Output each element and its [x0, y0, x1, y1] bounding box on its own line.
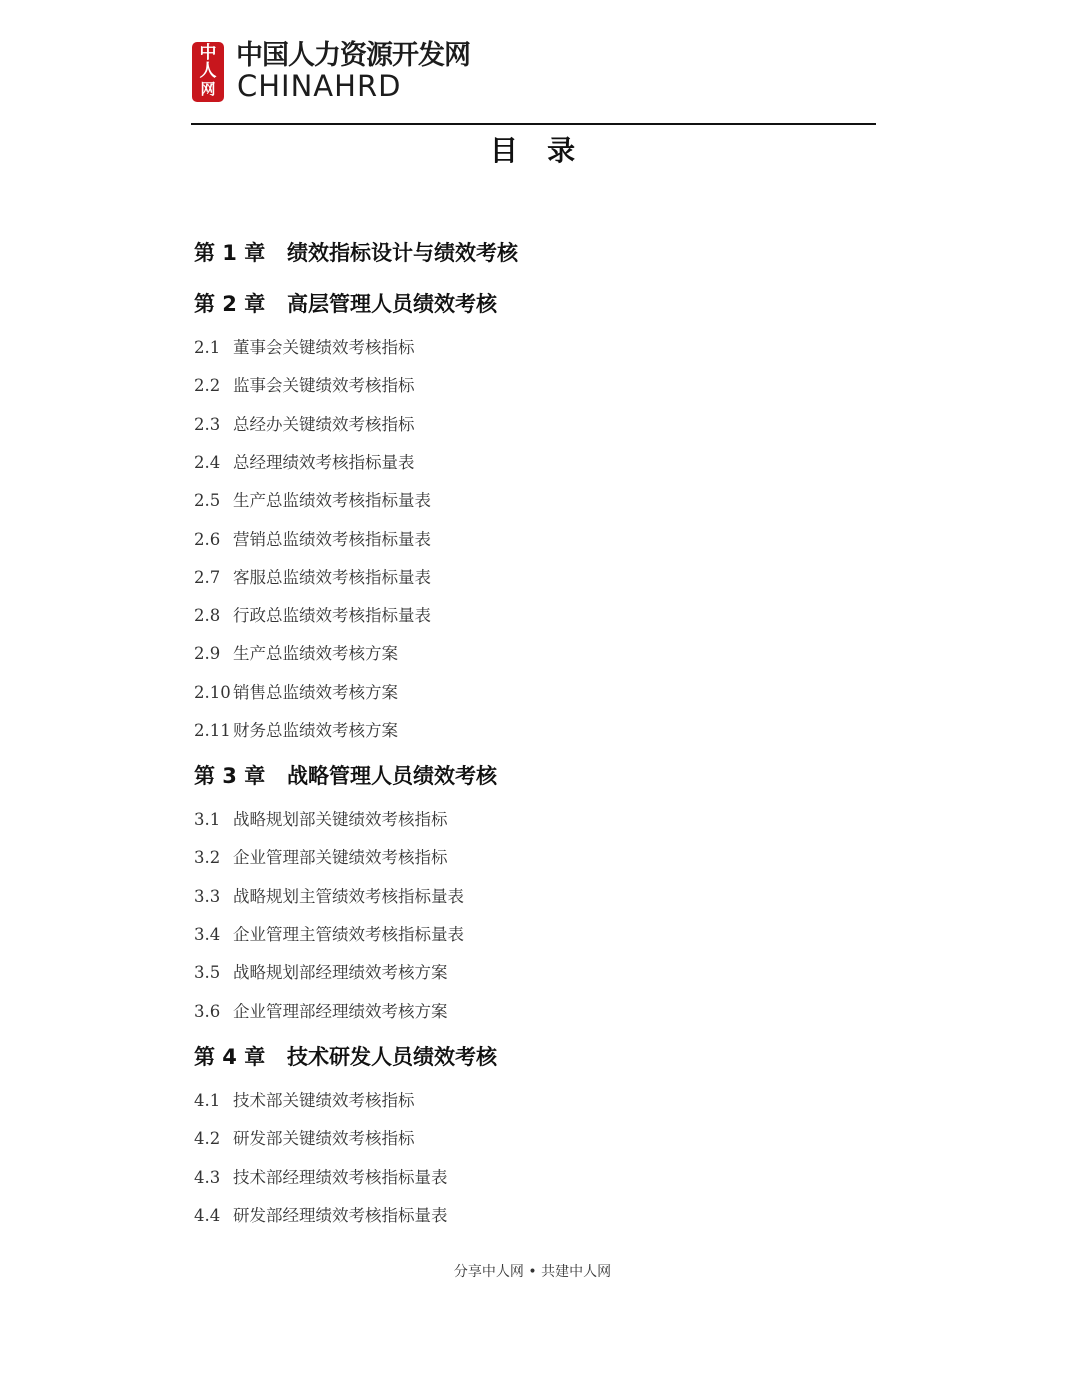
toc-section-title: 战略规划部关键绩效考核指标 — [233, 810, 448, 829]
toc-section[interactable] — [194, 490, 431, 512]
toc-chapter[interactable] — [194, 1043, 497, 1071]
toc-section-number: 2.8 — [194, 606, 221, 625]
toc-section-number: 3.4 — [194, 925, 221, 944]
toc-section-title: 技术部关键绩效考核指标 — [233, 1091, 415, 1110]
toc-chapter-title: 绩效指标设计与绩效考核 — [287, 241, 518, 265]
toc-section[interactable] — [194, 809, 448, 831]
toc-section[interactable] — [194, 1167, 448, 1189]
logo-english-name: CHINAHRD — [237, 69, 402, 103]
toc-section-number: 4.3 — [194, 1168, 221, 1187]
seal-char: 网 — [200, 80, 216, 98]
toc-chapter-number: 第 2 章 — [194, 292, 266, 316]
toc-chapter[interactable] — [194, 290, 497, 318]
page-title: 目 录 — [489, 134, 576, 167]
toc-section-number: 3.5 — [194, 963, 221, 982]
toc-chapter-number: 第 3 章 — [194, 764, 266, 788]
toc-chapter-number: 第 1 章 — [194, 241, 266, 265]
toc-section-title: 战略规划主管绩效考核指标量表 — [233, 887, 464, 906]
toc-section[interactable] — [194, 682, 398, 704]
toc-section-number: 4.4 — [194, 1206, 221, 1225]
toc-section-title: 技术部经理绩效考核指标量表 — [233, 1168, 448, 1187]
toc-section-number: 3.3 — [194, 887, 221, 906]
toc-section-number: 3.2 — [194, 848, 221, 867]
toc-section-title: 总经理绩效考核指标量表 — [233, 453, 415, 472]
toc-section[interactable] — [194, 1128, 415, 1150]
toc-chapter[interactable] — [194, 239, 518, 267]
toc-section-number: 2.6 — [194, 530, 221, 549]
toc-section-title: 监事会关键绩效考核指标 — [233, 376, 415, 395]
toc-section-number: 4.2 — [194, 1129, 221, 1148]
toc-section-title: 企业管理部经理绩效考核方案 — [233, 1002, 448, 1021]
toc-section-title: 财务总监绩效考核方案 — [233, 721, 398, 740]
toc-section[interactable] — [194, 1205, 448, 1227]
toc-section-title: 战略规划部经理绩效考核方案 — [233, 963, 448, 982]
toc-section[interactable] — [194, 337, 415, 359]
toc-section-title: 企业管理部关键绩效考核指标 — [233, 848, 448, 867]
toc-section-title: 总经办关键绩效考核指标 — [233, 415, 415, 434]
toc-section-title: 行政总监绩效考核指标量表 — [233, 606, 431, 625]
toc-section-number: 2.1 — [194, 338, 221, 357]
toc-section[interactable] — [194, 924, 464, 946]
toc-chapter-title: 高层管理人员绩效考核 — [287, 292, 497, 316]
toc-section[interactable] — [194, 452, 415, 474]
toc-section-number: 2.5 — [194, 491, 221, 510]
toc-chapter-title: 技术研发人员绩效考核 — [287, 1045, 497, 1069]
toc-section-title: 销售总监绩效考核方案 — [233, 683, 398, 702]
header-divider — [191, 123, 876, 125]
toc-section[interactable] — [194, 605, 431, 627]
toc-chapter-title: 战略管理人员绩效考核 — [287, 764, 497, 788]
toc-section-number: 2.4 — [194, 453, 221, 472]
toc-section-title: 营销总监绩效考核指标量表 — [233, 530, 431, 549]
toc-section-number: 3.6 — [194, 1002, 221, 1021]
toc-section-title: 生产总监绩效考核指标量表 — [233, 491, 431, 510]
toc-chapter-number: 第 4 章 — [194, 1045, 266, 1069]
toc-section-number: 2.3 — [194, 415, 221, 434]
seal-char: 中 — [199, 43, 217, 63]
toc-section-title: 研发部关键绩效考核指标 — [233, 1129, 415, 1148]
toc-section[interactable] — [194, 375, 415, 397]
toc-section-number: 2.7 — [194, 568, 221, 587]
logo-chinese-name: 中国人力资源开发网 — [236, 40, 470, 71]
toc-section-title: 董事会关键绩效考核指标 — [233, 338, 415, 357]
toc-section[interactable] — [194, 886, 464, 908]
toc-section-number: 3.1 — [194, 810, 221, 829]
toc-section[interactable] — [194, 1090, 415, 1112]
toc-section-title: 客服总监绩效考核指标量表 — [233, 568, 431, 587]
toc-section-title: 企业管理主管绩效考核指标量表 — [233, 925, 464, 944]
toc-section[interactable] — [194, 643, 398, 665]
toc-section[interactable] — [194, 567, 431, 589]
toc-section-number: 2.2 — [194, 376, 221, 395]
toc-section[interactable] — [194, 1001, 448, 1023]
toc-section-number: 4.1 — [194, 1091, 221, 1110]
page-footer: 分享中人网 • 共建中人网 — [453, 1264, 612, 1280]
site-logo — [192, 40, 492, 104]
toc-section-number: 2.11 — [194, 721, 231, 740]
toc-section[interactable] — [194, 414, 415, 436]
toc-chapter[interactable] — [194, 762, 497, 790]
toc-section[interactable] — [194, 720, 398, 742]
toc-section-number: 2.9 — [194, 644, 221, 663]
seal-icon — [192, 42, 224, 102]
toc-section-number: 2.10 — [194, 683, 231, 702]
toc-section-title: 生产总监绩效考核方案 — [233, 644, 398, 663]
seal-char: 人 — [199, 61, 217, 81]
toc-section-title: 研发部经理绩效考核指标量表 — [233, 1206, 448, 1225]
toc-section[interactable] — [194, 529, 431, 551]
toc-section[interactable] — [194, 962, 448, 984]
toc-section[interactable] — [194, 847, 448, 869]
